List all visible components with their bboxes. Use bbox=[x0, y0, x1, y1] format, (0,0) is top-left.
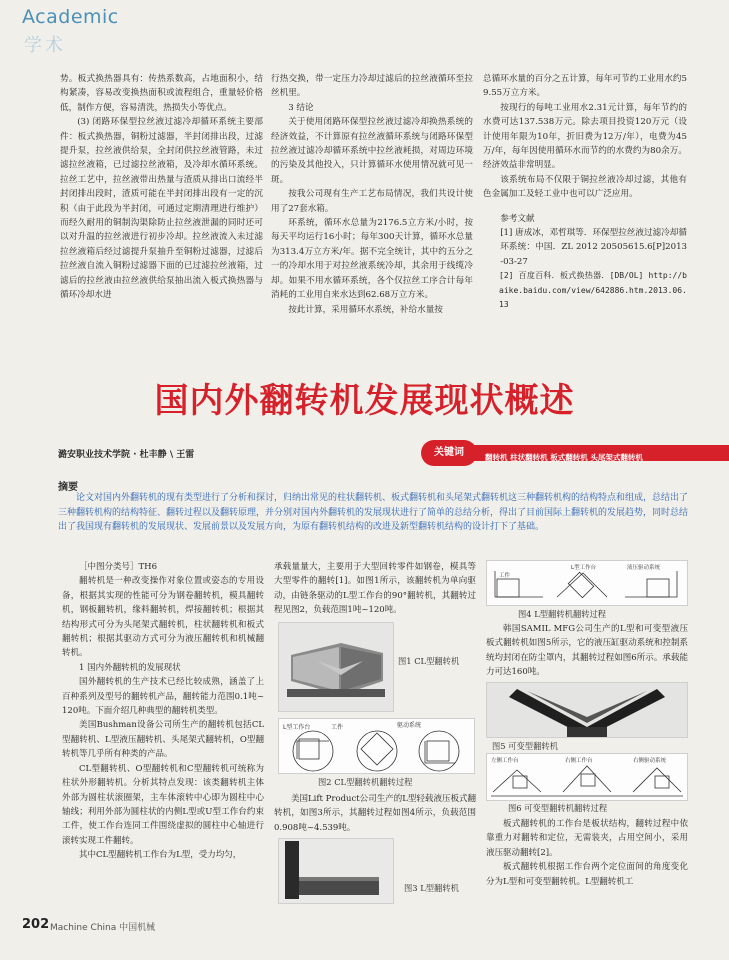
article-col2-mid bbox=[274, 792, 476, 835]
fig2-label-workpiece: 工件 bbox=[331, 724, 344, 731]
paragraph: 总循环水量的百分之五计算，每年可节约工业用水约59.55万立方米。 bbox=[483, 74, 687, 99]
section-heading: 3 结论 bbox=[288, 102, 314, 113]
paragraph: 势。板式换热器具有：传热系数高，占地面积小，结构紧凑，容易改变换热面积或流程组合，重量轻价格低，制作方便，容易清洗，热损失小等优点。 bbox=[60, 74, 263, 113]
paragraph: 翻转机是一种改变操作对象位置或姿态的专用设备，根据其实现的性能可分为钢卷翻转机，模具翻转机，钢板翻转机，缘料翻转机，焊接翻转机；根据其结构形式可分为头尾架式翻转机，柱状翻转机和板式翻转机；根据其驱动方式可分为液压翻转机和机械翻转机。 bbox=[62, 576, 264, 659]
cl-turnover-process-diagram bbox=[279, 719, 474, 773]
paragraph: (3) 闭路环保型拉丝液过滤冷却循环系统主要部件：板式换热器，铜粉过滤器，半封闭排出段，过滤提升泵，拉丝液供给泵，全封闭供拉丝液管路，未过滤拉丝液箱，已过滤拉丝液箱，及冷却水循环系统。拉丝工艺中，拉丝液带出热量与渣质从排出口流经半封闭排出段时，渣质可能在半封闭排出段有一定的沉积（由于此段为半封闭，可通过定期清理进行维护）而经久耐用的铜制沟渠除防止拉丝液泄漏的同时还可以对升温的拉丝液进行初步冷却。拉丝液流入未过滤拉丝液箱后经过滤提升泵抽升至铜粉过滤器，过滤后拉丝液自流入铜粉过滤器下面的已过滤拉丝液箱，过滤后的拉丝液由拉丝液供给泵抽出流入板式换热器与循环冷却水进 bbox=[60, 117, 263, 301]
figure-5-caption: 图5 可变型翻转机 bbox=[492, 741, 558, 751]
paragraph: 该系统布局不仅限于铜拉丝液冷却过滤，其他有色金属加工及轻工业中也可以广泛应用。 bbox=[483, 174, 687, 200]
paragraph: 环系统，循环水总量为2176.5立方米/小时，按每天平均运行16小时；每年300天计算，循环水总量为313.4万立方米/年。据不完全统计，其中约五分之一的冷却水用于对拉丝液系统冷却，其余用于线缆冷却。如果不用水循环系统，各个仅拉丝工序合计每年消耗的工业用自来水达到62.68万立方米。 bbox=[271, 218, 473, 301]
paragraph: 板式翻转机的工作台是板状结构，翻转过程中依靠重力对翻转和定位，无需装夹，占用空间小，采用液压驱动翻转[2]。 bbox=[486, 819, 688, 858]
article-title: 国内外翻转机发展现状概述 bbox=[154, 381, 575, 421]
figure-4-image bbox=[486, 560, 688, 606]
l-turnover-process-diagram bbox=[487, 561, 687, 605]
figure-4-caption: 图4 L型翻转机翻转过程 bbox=[518, 609, 607, 619]
paragraph: 按我公司现有生产工艺布局情况，我们共设计使用了27套水箱。 bbox=[271, 189, 473, 214]
paragraph: 承载量量大，主要用于大型回转零件如钢卷，模具等大型零件的翻转[1]。如图1所示，该翻转机为单向驱动，由链条驱动的L型工作台的90°翻转机，其翻转过程见图2，负载范围1吨~120吨。 bbox=[274, 562, 476, 616]
references-heading: 参考文献 bbox=[500, 213, 535, 224]
figure-5-image bbox=[486, 682, 688, 738]
paragraph: 关于使用闭路环保型拉丝液过滤冷却换热系统的经济效益，不计算原有拉丝液循环系统与闭路环保型拉丝液过滤冷却循环系统中拉丝液耗损，对周边环境的污染及其他投入，只计算循环水使用情况就可见一斑。 bbox=[271, 117, 473, 185]
paragraph: CL型翻转机、O型翻转机和C型翻转机可统称为柱状外形翻转机。分析其特点发现：该类翻转机主体外部为圆柱状滚圈架，主车体滚转中心即为圆柱中心轴线；利用外部为圆柱状的内侧L型或U型工作台约束工件，使工作台连同工件围绕虚拟的圆柱中心轴进行滚转实现工件翻转。 bbox=[62, 763, 264, 846]
fig2-label-drive: 驱动系统 bbox=[397, 722, 422, 729]
reference-item: [2] 百度百科．板式换热器．[DB/OL] http://baike.baidu.com/view/642886.htm.2013.06.13 bbox=[499, 271, 687, 310]
paragraph: 美国Bushman设备公司所生产的翻转机包括CL型翻转机、L型液压翻转机、头尾架式翻转机，O型翻转机等几乎所有种类的产品。 bbox=[62, 720, 264, 760]
figure-3-caption: 图3 L型翻转机 bbox=[404, 883, 459, 893]
page-number: 202 bbox=[22, 917, 50, 932]
fig6-label-left-table: 左侧工作台 bbox=[491, 758, 519, 764]
fig2-label-l-table: L型工作台 bbox=[283, 724, 311, 731]
journal-name: Machine China 中国机械 bbox=[50, 923, 156, 933]
section-label-zh: 学术 bbox=[24, 35, 66, 56]
fig4-label-workpiece: 工件 bbox=[499, 573, 511, 579]
paragraph: 国外翻转机的生产技术已经比较成熟，涵盖了上百种系列及型号的翻转机产品，翻转能力范围0.1吨~120吨。下面介绍几种典型的翻转机类型。 bbox=[62, 677, 264, 717]
article-col1 bbox=[62, 560, 264, 863]
paragraph: 其中CL型翻转机工作台为L型，受力均匀， bbox=[79, 850, 242, 861]
paragraph: 韩国SAMIL MFG公司生产的L型和可变型液压板式翻转机如图5所示，它的液压缸驱动系统和控制系统均封闭在防尘罩内，其翻转过程如图6所示。承载能力可达160吨。 bbox=[486, 624, 688, 678]
author-affiliation: 潞安职业技术学院 · 杜丰静 \ 王雷 bbox=[58, 450, 195, 460]
section-heading: 1 国内外翻转机的发展现状 bbox=[79, 662, 181, 673]
paragraph: 板式翻转机根据工作台两个定位面间的角度变化分为L型和可变型翻转机。L型翻转机工 bbox=[486, 862, 688, 887]
variable-turnover-process-diagram bbox=[487, 754, 687, 800]
article-col2-top bbox=[274, 560, 476, 618]
keywords-bar bbox=[471, 445, 729, 461]
figure-6-image bbox=[486, 753, 688, 801]
section-label-en: Academic bbox=[22, 6, 119, 28]
article-col3-a bbox=[486, 622, 688, 680]
paragraph: 行热交换，带一定压力冷却过滤后的拉丝液循环至拉丝机里。 bbox=[271, 74, 473, 99]
cl-turnover-machine-illustration bbox=[279, 623, 393, 711]
abstract-text: 论文对国内外翻转机的现有类型进行了分析和探讨，归纳出常见的柱状翻转机、板式翻转机和头尾架式翻转机这三种翻转机构的结构特点和组成，总结出了三种翻转机构的结构特征、翻转过程以及翻转原理，并分别对国内外翻转机的发展现状进行了简单的总结分析，得出了目前国际上翻转机的发展趋势，同时总结出了我国现有翻转机的发展现状、发展前景以及发展方向，为原有翻转机结构的改进及新型翻转机结构的设计打下了基础。 bbox=[58, 493, 689, 533]
reference-item: [1] 唐成冰，邓哲琪等．环保型拉丝液过滤冷却循环系统：中国．ZL 2012 20505615.6[P]2013-03-27 bbox=[500, 228, 687, 267]
fig4-label-hyd: 液压驱动系统 bbox=[627, 565, 661, 571]
figure-6-caption: 图6 可变型翻转机翻转过程 bbox=[508, 803, 608, 813]
classification-number: ［中图分类号］TH6 bbox=[79, 562, 157, 572]
prev-article-col2 bbox=[271, 72, 473, 317]
article-col3-b bbox=[486, 817, 688, 889]
figure-1-image bbox=[278, 622, 394, 712]
keywords-label: 关键词 bbox=[421, 440, 477, 466]
fig4-label-l-table: L型工作台 bbox=[571, 565, 597, 571]
fig6-label-right-table: 右侧工作台 bbox=[565, 758, 593, 764]
prev-article-col3 bbox=[483, 72, 687, 313]
figure-2-image bbox=[278, 718, 475, 774]
l-turnover-machine-illustration bbox=[279, 839, 393, 903]
paragraph: 按现行的每吨工业用水2.31元计算，每年节约的水费可达137.538万元。除去项目投资120万元（设计使用年限为10年，折旧费为12万/年），电费为45万/年，每年因使用循环水而节约的水费约为80余万。经济效益非常明显。 bbox=[483, 102, 687, 171]
fig6-label-right-drive: 右侧驱动系统 bbox=[633, 758, 667, 764]
variable-turnover-machine-illustration bbox=[487, 683, 687, 737]
keywords-text: 翻转机 柱状翻转机 板式翻转机 头尾架式翻转机 bbox=[485, 453, 643, 462]
paragraph: 按此计算，采用循环水系统，补给水量按 bbox=[288, 304, 443, 315]
figure-2-caption: 图2 CL型翻转机翻转过程 bbox=[318, 777, 413, 787]
abstract-heading: 摘要 bbox=[58, 482, 78, 493]
prev-article-col1 bbox=[60, 72, 263, 303]
paragraph: 美国Lift Product公司生产的L型轻载液压板式翻转机，如图3所示，其翻转过程如图4所示，负载范围0.908吨~4.539吨。 bbox=[274, 794, 476, 833]
figure-1-caption: 图1 CL型翻转机 bbox=[398, 656, 460, 666]
figure-3-image bbox=[278, 838, 394, 904]
